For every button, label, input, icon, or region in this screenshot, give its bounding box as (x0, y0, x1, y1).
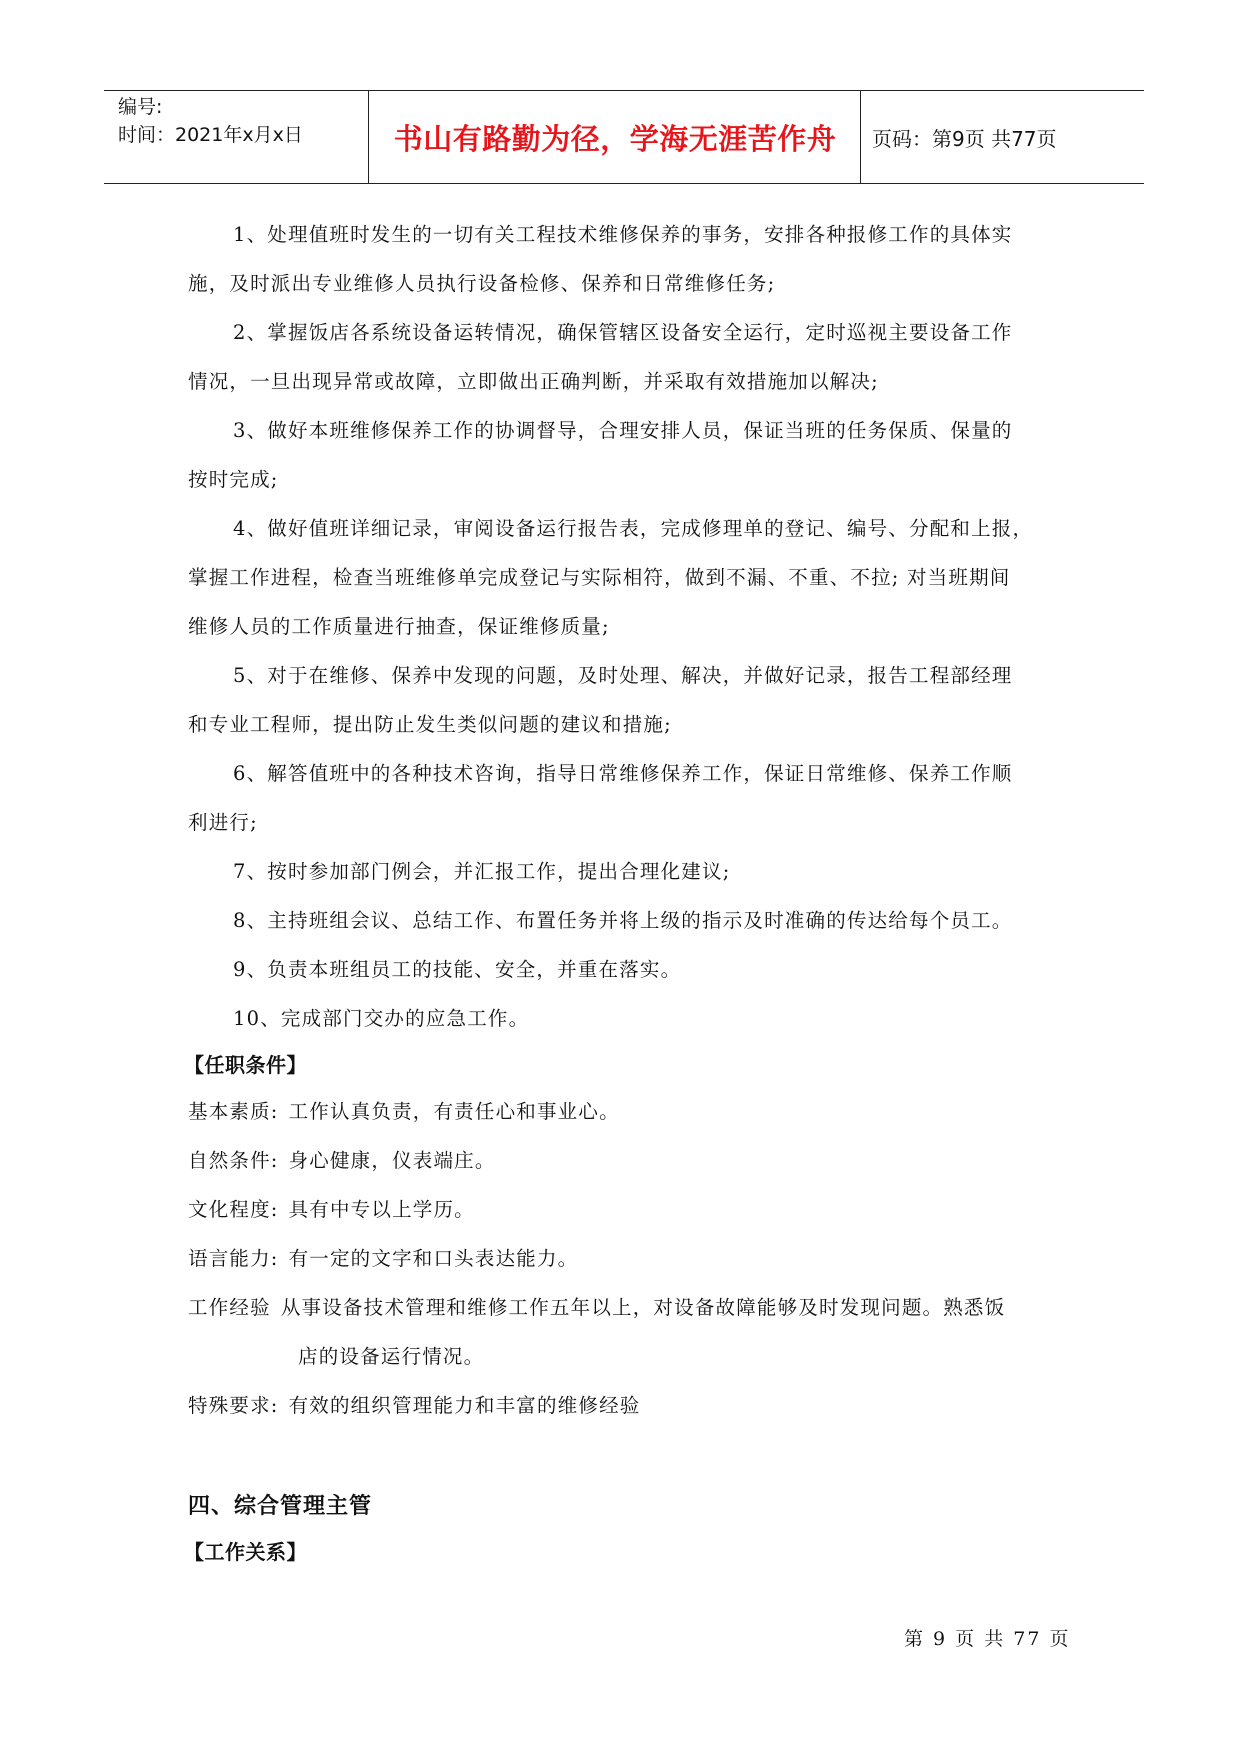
duty-line: 2、掌握饭店各系统设备运转情况，确保管辖区设备安全运行，定时巡视主要设备工作 (233, 321, 1013, 344)
duty-item (188, 847, 1068, 896)
duty-line: 3、做好本班维修保养工作的协调督导，合理安排人员，保证当班的任务保质、保量的 (233, 419, 1013, 442)
header-page-code: 页码：第9页 共77页 (872, 126, 1057, 151)
duty-item (188, 406, 1068, 504)
duty-line: 和专业工程师，提出防止发生类似问题的建议和措施; (188, 713, 672, 736)
qualification-text: 从事设备技术管理和维修工作五年以上，对设备故障能够及时发现问题。熟悉饭 (280, 1296, 1006, 1319)
document-header (104, 90, 1144, 184)
duty-item (188, 896, 1068, 945)
qualifications-list (188, 1087, 1068, 1430)
duty-line: 施，及时派出专业维修人员执行设备检修、保养和日常维修任务; (188, 272, 776, 295)
duty-item (188, 651, 1068, 749)
duty-item (188, 308, 1068, 406)
document-number-label: 编号: (118, 96, 163, 118)
qualification-item (188, 1283, 1068, 1332)
qualification-text: 工作认真负责，有责任心和事业心。 (288, 1100, 620, 1123)
header-divider (860, 91, 861, 183)
qualification-item (188, 1185, 1068, 1234)
qualification-item (188, 1381, 1068, 1430)
duty-item (188, 749, 1068, 847)
duty-item (188, 210, 1068, 308)
duty-line: 情况，一旦出现异常或故障，立即做出正确判断，并采取有效措施加以解决; (188, 370, 879, 393)
duty-item (188, 945, 1068, 994)
header-motto: 书山有路勤为径，学海无涯苦作舟 (393, 121, 837, 156)
page-footer: 第 9 页 共 77 页 (904, 1628, 1071, 1650)
qualification-item (188, 1234, 1068, 1283)
duty-item (188, 504, 1068, 651)
duty-line: 按时完成; (188, 468, 279, 491)
duty-line: 10、完成部门交办的应急工作。 (233, 1007, 530, 1030)
duty-line: 维修人员的工作质量进行抽查，保证维修质量; (188, 615, 610, 638)
duty-line: 掌握工作进程，检查当班维修单完成登记与实际相符，做到不漏、不重、不拉; 对当班期间 (188, 566, 1011, 589)
qualification-text: 具有中专以上学历。 (288, 1198, 475, 1221)
duty-line: 1、处理值班时发生的一切有关工程技术维修保养的事务，安排各种报修工作的具体实 (233, 223, 1013, 246)
qualification-text: 有一定的文字和口头表达能力。 (288, 1247, 579, 1270)
document-body (184, 210, 1068, 1574)
qualification-label: 特殊要求: (188, 1394, 279, 1417)
duty-line: 8、主持班组会议、总结工作、布置任务并将上级的指示及时准确的传达给每个员工。 (233, 909, 1013, 932)
duty-line: 利进行; (188, 811, 258, 834)
duty-item (188, 994, 1068, 1043)
duty-line: 6、解答值班中的各种技术咨询，指导日常维修保养工作，保证日常维修、保养工作顺 (233, 762, 1013, 785)
qualification-label: 语言能力: (188, 1247, 279, 1270)
duty-line: 4、做好值班详细记录，审阅设备运行报告表，完成修理单的登记、编号、分配和上报， (233, 517, 1034, 540)
qualification-item (188, 1136, 1068, 1185)
qualification-continuation (188, 1332, 1068, 1381)
section-heading: 四、综合管理主管 (188, 1494, 373, 1519)
qualification-item (188, 1087, 1068, 1136)
duty-line: 5、对于在维修、保养中发现的问题，及时处理、解决，并做好记录，报告工程部经理 (233, 664, 1013, 687)
work-relations-title: 【工作关系】 (184, 1540, 307, 1564)
qualification-text: 身心健康，仪表端庄。 (288, 1149, 496, 1172)
section-gap (188, 1430, 1068, 1484)
qualification-label: 工作经验 (188, 1296, 271, 1319)
duty-line: 7、按时参加部门例会，并汇报工作，提出合理化建议; (233, 860, 731, 883)
header-divider (368, 91, 369, 183)
qualification-label: 文化程度: (188, 1198, 279, 1221)
document-time-label: 时间：2021年x月x日 (118, 124, 303, 146)
header-meta (118, 93, 358, 149)
qualifications-title: 【任职条件】 (184, 1053, 307, 1077)
qualification-text: 有效的组织管理能力和丰富的维修经验 (288, 1394, 641, 1417)
duties-list (188, 210, 1068, 1043)
qualification-text: 店的设备运行情况。 (298, 1345, 485, 1368)
qualification-label: 自然条件: (188, 1149, 279, 1172)
duty-line: 9、负责本班组员工的技能、安全，并重在落实。 (233, 958, 682, 981)
qualification-label: 基本素质: (188, 1100, 279, 1123)
